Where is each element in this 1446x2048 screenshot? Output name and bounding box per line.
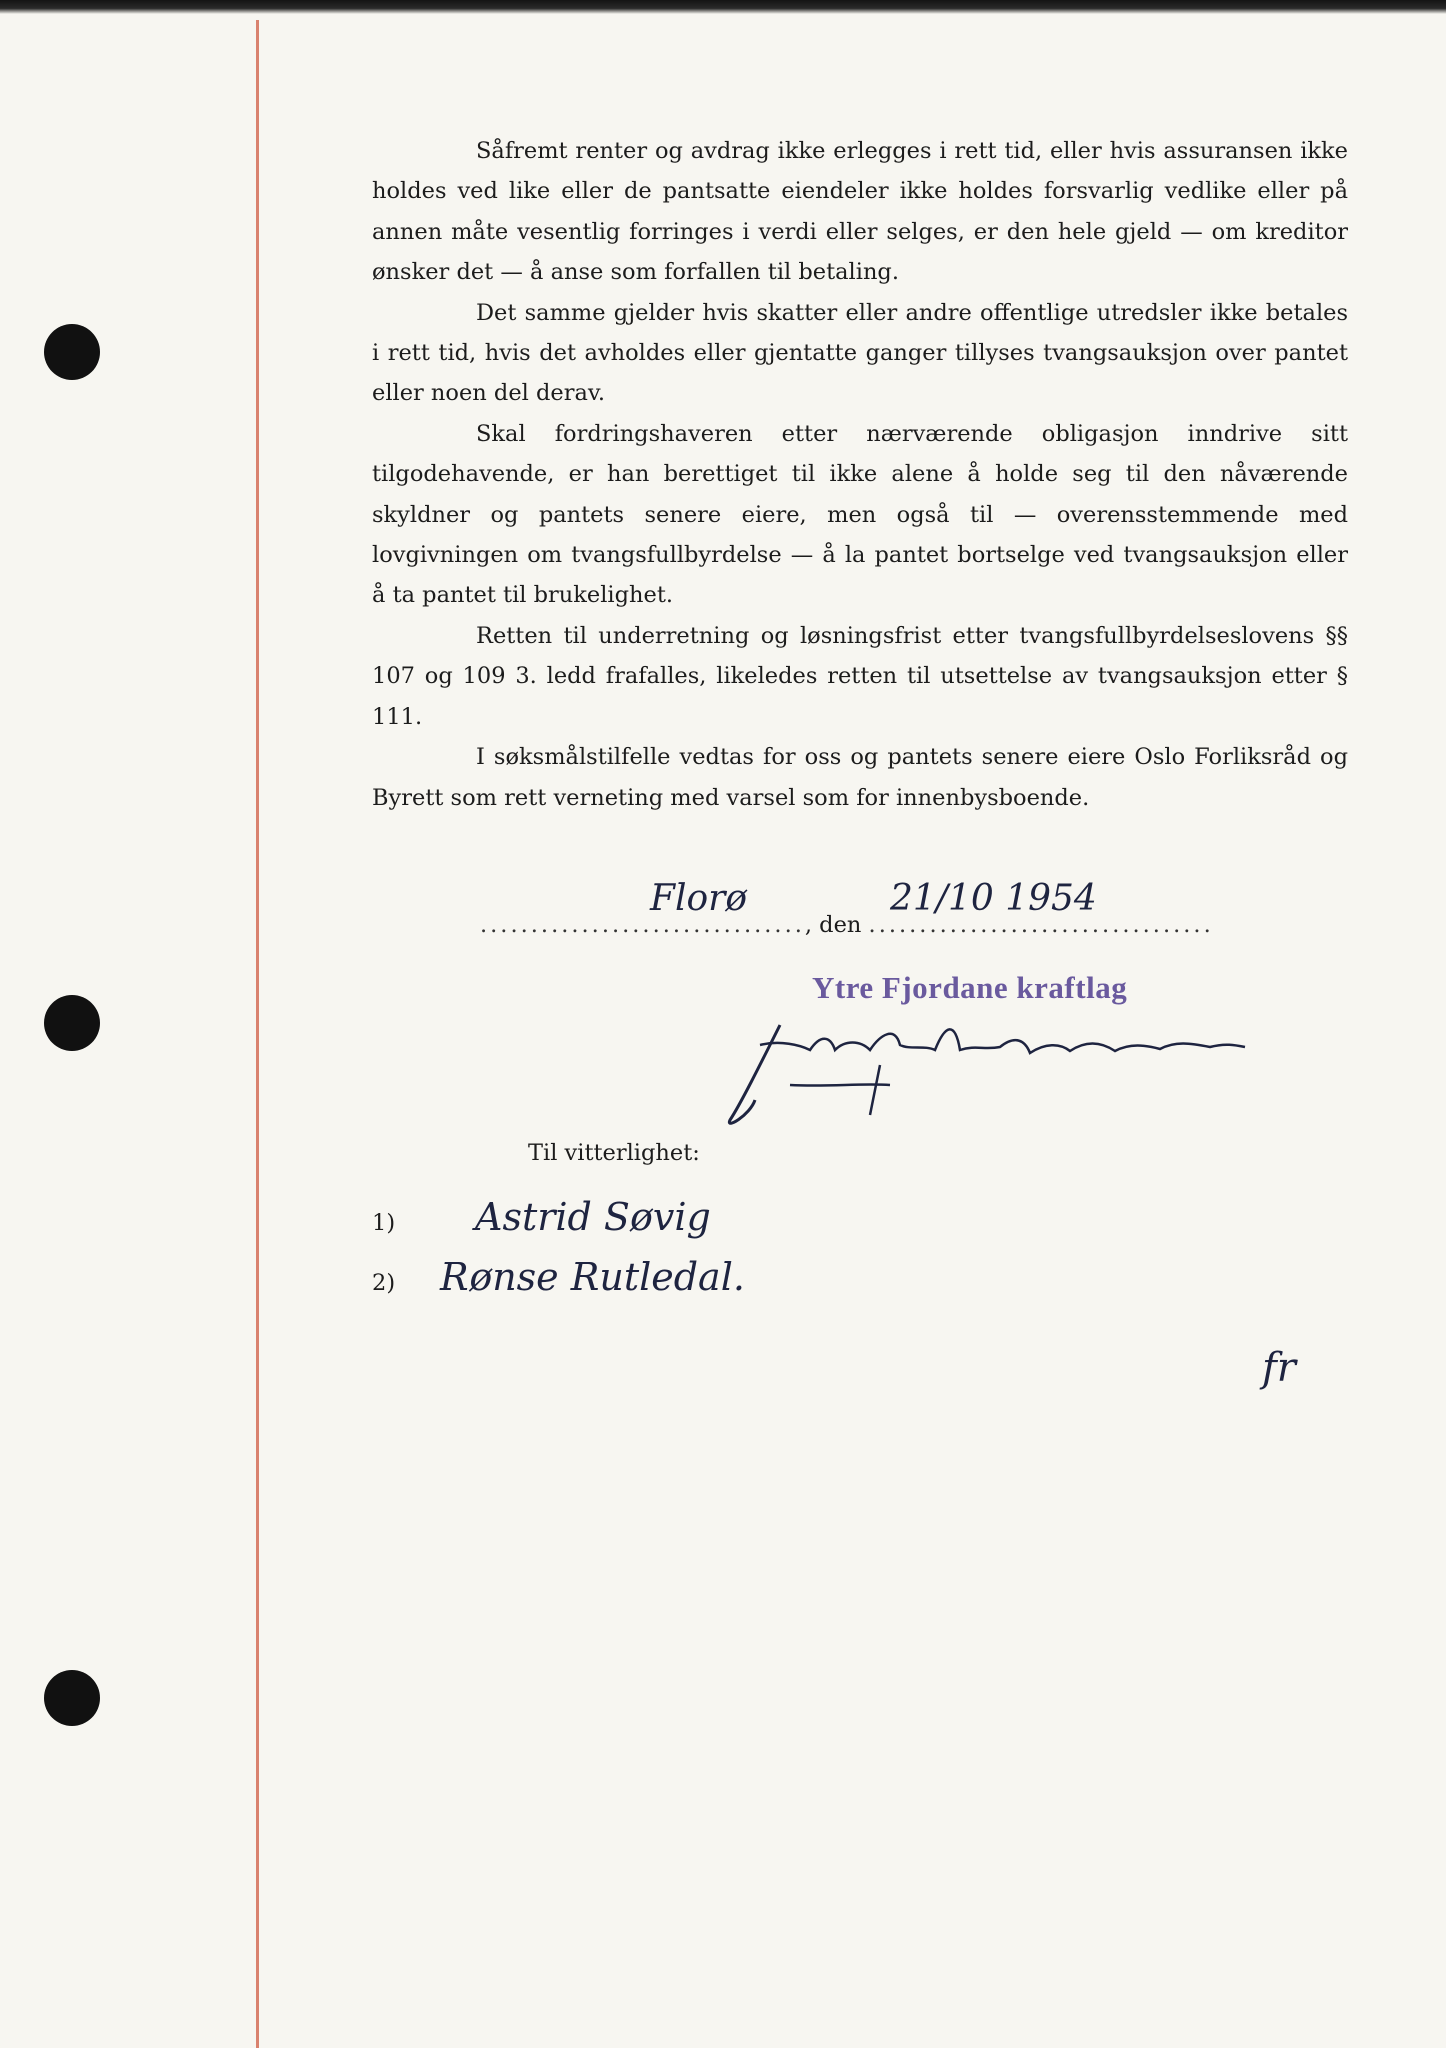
body-text [372,131,1348,818]
paragraph-notice: Retten til underretning og løsningsfrist etter tvangsfullbyrdelseslovens §§ 107 og 109 3. ledd frafalles, likeledes retten til utsettelse av tvangsauksjon etter § 111. [372,622,1348,730]
witness-number: 2) [372,1270,396,1296]
witness-number: 1) [372,1210,396,1236]
witness-label: Til vitterlighet: [528,1140,700,1166]
place-dots: ................................ [480,912,805,938]
paragraph-venue: I søksmålstilfelle vedtas for oss og pantets senere eiere Oslo Forliksråd og Byrett som rett verneting med varsel som for innenbysboende. [372,744,1348,811]
signature-drawing [720,1005,1260,1135]
date-dots: .................................. [868,912,1214,938]
place-date-line [480,878,1240,945]
paragraph-taxes: Det samme gjelder hvis skatter eller andre offentlige utredsler ikke betales i rett tid, hvis det avholdes eller gjentatte ganger tillyses tvangsauksjon over pantet eller noen del derav. [372,299,1348,407]
margin-line [256,20,259,2048]
witness-signature: Rønse Rutledal. [440,1255,745,1299]
date-separator: , den [804,912,862,938]
handwritten-initials: fr [1262,1345,1296,1391]
paragraph-default: Såfremt renter og avdrag ikke erlegges i rett tid, eller hvis assuransen ikke holdes ved like eller de pantsatte eiendeler ikke holdes forsvarlig vedlike eller på annen måte vesentlig forringes i verdi eller selges, er den hele gjeld — om kreditor ønsker det — å anse som forfallen til betaling. [372,138,1348,286]
company-stamp: Ytre Fjordane kraftlag [812,970,1128,1005]
paragraph-enforcement: Skal fordringshaveren etter nærværende obligasjon inndrive sitt tilgodehavende, er han berettiget til ikke alene å holde seg til den nåværende skyldner og pantets senere eiere, men også til — overensstemmende med lovgivningen om tvangsfullbyrdelse — å la pantet bortselge ved tvangsauksjon eller å ta pantet til brukelighet. [372,420,1348,609]
scan-top-edge [0,0,1446,14]
witness-signature: Astrid Søvig [475,1195,711,1239]
punch-hole [44,1670,100,1726]
punch-hole [44,995,100,1051]
handwritten-place: Florø [650,878,748,919]
punch-hole [44,324,100,380]
handwritten-date: 21/10 1954 [890,878,1097,919]
